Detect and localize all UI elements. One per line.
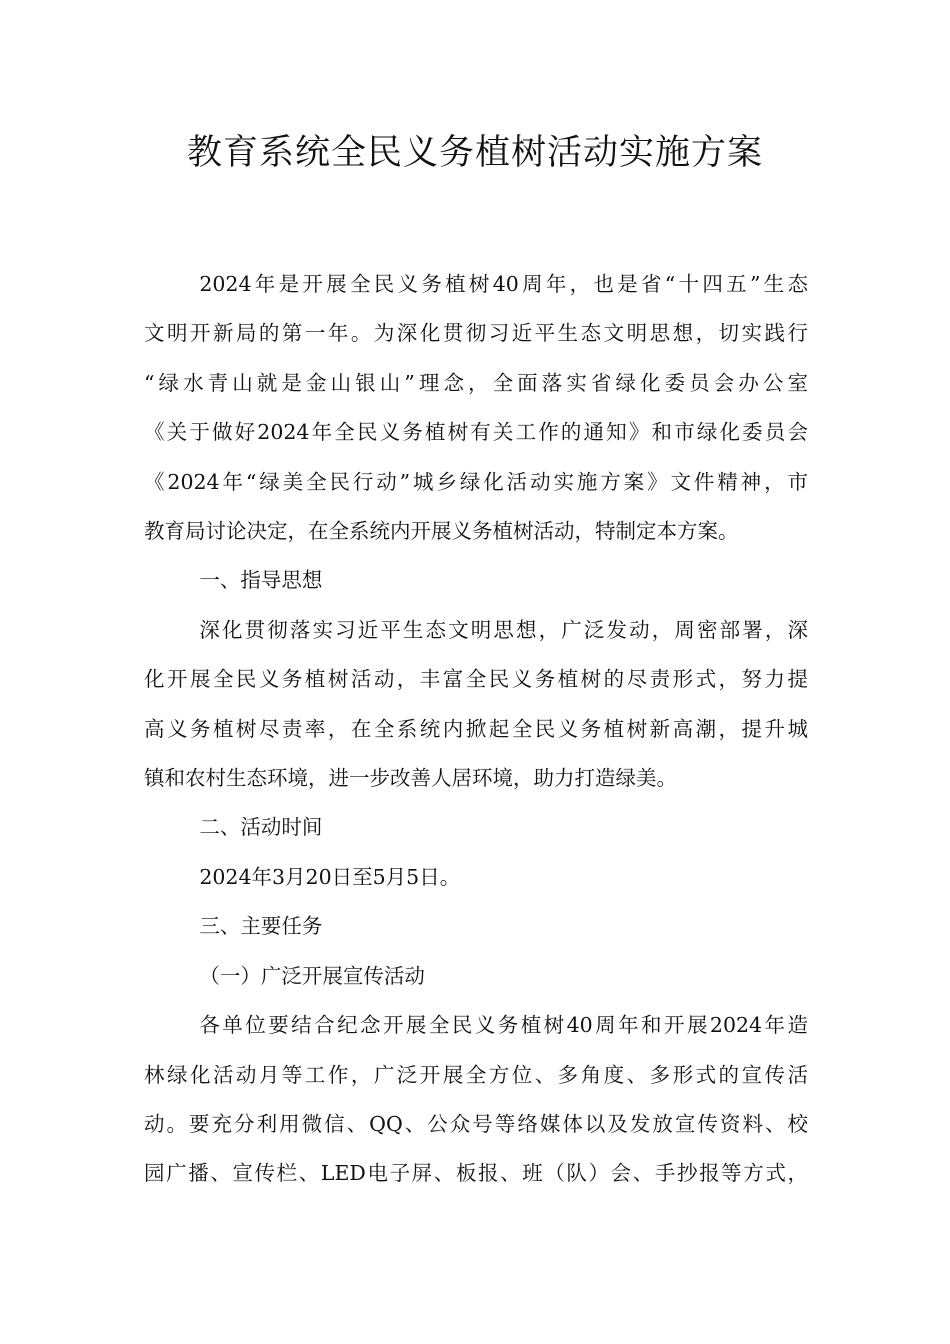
activity-time-text: 2024年3月20日至5月5日。: [199, 864, 461, 889]
intro-paragraph: [144, 260, 808, 556]
intro-line: 文明开新局的第一年。为深化贯彻习近平生态文明思想，切实践行: [144, 321, 808, 346]
paragraph-line: 动。要充分利用微信、QQ、公众号等络媒体以及发放宣传资料、校: [144, 1111, 808, 1136]
paragraph-line: 化开展全民义务植树活动，丰富全民义务植树的尽责形式，努力提: [144, 667, 808, 692]
intro-line: 教育局讨论决定，在全系统内开展义务植树活动，特制定本方案。: [144, 519, 739, 544]
document-body: [144, 260, 808, 1199]
publicity-paragraph: [144, 1001, 808, 1199]
intro-line: 《2024年“绿美全民行动”城乡绿化活动实施方案》文件精神，市: [144, 469, 808, 494]
subsection-heading-publicity: （一）广泛开展宣传活动: [199, 963, 425, 988]
section-heading-guiding-thought: 一、指导思想: [199, 568, 323, 593]
section-heading-activity-time: 二、活动时间: [199, 815, 323, 840]
paragraph-line: 林绿化活动月等工作，广泛开展全方位、多角度、多形式的宣传活: [144, 1062, 808, 1087]
paragraph-line: 园广播、宣传栏、LED电子屏、板报、班（队）会、手抄报等方式，: [144, 1161, 808, 1186]
paragraph-line: 各单位要结合纪念开展全民义务植树40周年和开展2024年造: [199, 1013, 808, 1038]
intro-line: 《关于做好2024年全民义务植树有关工作的通知》和市绿化委员会: [144, 420, 808, 445]
intro-line: “绿水青山就是金山银山”理念，全面落实省绿化委员会办公室: [144, 370, 808, 395]
document-title: 教育系统全民义务植树活动实施方案: [186, 133, 763, 173]
paragraph-line: 深化贯彻落实习近平生态文明思想，广泛发动，周密部署，深: [199, 617, 808, 642]
paragraph-line: 高义务植树尽责率，在全系统内掀起全民义务植树新高潮，提升城: [144, 716, 808, 741]
intro-line: 2024年是开展全民义务植树40周年，也是省“十四五”生态: [199, 272, 808, 296]
guiding-thought-paragraph: [144, 606, 808, 804]
section-heading-main-tasks: 三、主要任务: [199, 914, 323, 939]
paragraph-line: 镇和农村生态环境，进一步改善人居环境，助力打造绿美。: [144, 766, 677, 791]
